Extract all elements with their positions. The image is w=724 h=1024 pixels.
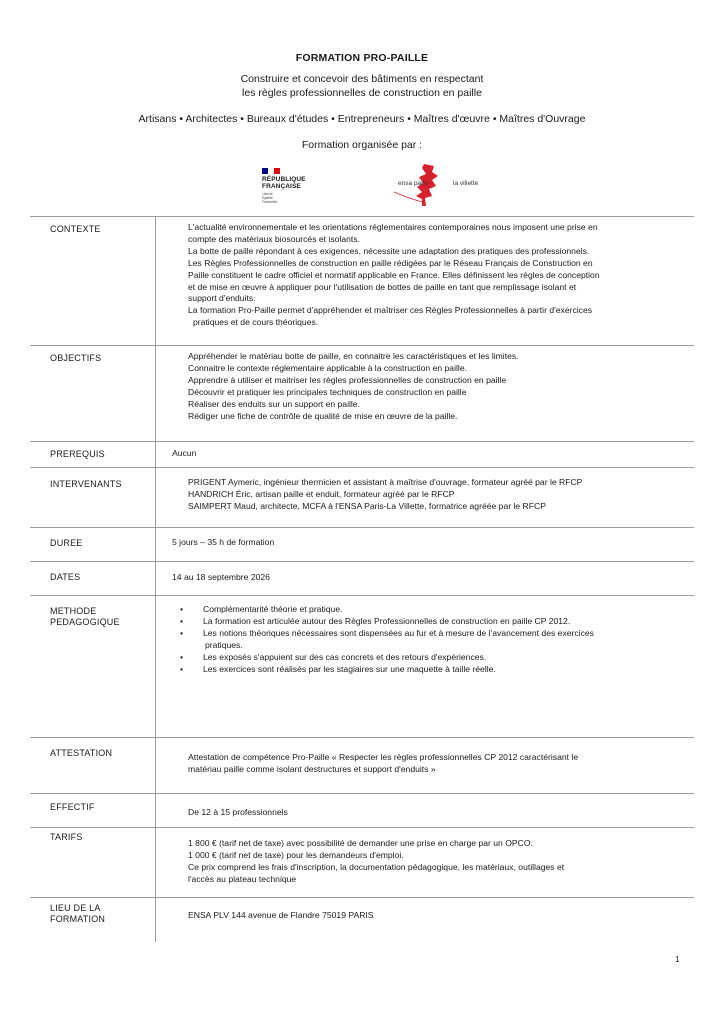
row-divider [30, 561, 694, 562]
row-divider [30, 737, 694, 738]
column-divider [155, 216, 156, 942]
row-divider [30, 216, 694, 217]
tarifs-text: 1 800 € (tarif net de taxe) avec possibilité de demander une prise en charge par un OPCO. 1 000 € (tarif net de taxe) pour les demandeurs d'emploi. Ce prix comprend les frais d'inscription, la documentation pédagogique, les matériaux, outillages et l'accès au plateau technique [188, 838, 565, 884]
republique-francaise-logo [262, 168, 322, 204]
list-item: • Les exercices sont réalisés par les stagiaires sur une maquette à taille réelle. [176, 664, 686, 676]
attestation-text: Attestation de compétence Pro-Paille « Respecter les règles professionnelles CP 2012 caractérisant le matériau paille comme isolant destructures et support d'enduits » [188, 752, 579, 774]
list-item: • La formation est articulée autour des Règles Professionnelles de construction en paille CP 2012. [176, 616, 686, 628]
row-divider [30, 345, 694, 346]
tricolor-flag-icon [262, 168, 280, 174]
intervenants-text: PRIGENT Aymeric, ingénieur thermicien et assistant à maîtrise d'ouvrage, formateur agréé par le RFCP HANDRICH Éric, artisan paille et enduit, formateur agréé par le RFCP SAIMPERT Maud, architecte, MCFA à l'ENSA Paris-La Villette, formatrice agréée par le RFCP [188, 477, 583, 511]
row-divider [30, 897, 694, 898]
document-subtitle [0, 72, 724, 100]
row-divider [30, 467, 694, 468]
list-item: • Complémentarité théorie et pratique. [176, 604, 686, 616]
row-divider [30, 595, 694, 596]
label-objectifs: OBJECTIFS [50, 353, 102, 363]
objectifs-text: Appréhender le matériau botte de paille, en connaitre les caractéristiques et les limites. Connaitre le contexte réglementaire applicable à la construction en paille. Apprendre à utiliser et maitriser les règles professionnelles de construction en paille Découvrir et pratiquer les principales techniques de construction en paille Réaliser des enduits sur un support en paille. Rédiger une fiche de contrôle de qualité de mise en œuvre de la paille. [188, 351, 519, 421]
label-contexte: CONTEXTE [50, 224, 101, 234]
effectif-value: De 12 à 15 professionnels [188, 807, 288, 817]
methode-bullets [176, 604, 686, 675]
organised-by: Formation organisée par : [301, 139, 423, 151]
prerequis-value: Aucun [172, 448, 197, 458]
villette-text: la villette [453, 180, 479, 187]
lieu-value: ENSA PLV 144 avenue de Flandre 75019 PARIS [188, 910, 374, 920]
page-number: 1 [675, 955, 680, 964]
dates-value: 14 au 18 septembre 2026 [172, 572, 270, 582]
row-divider [30, 441, 694, 442]
label-methode-pedagogique: METHODE PEDAGOGIQUE [50, 606, 120, 627]
ensa-paris-la-villette-logo [382, 162, 512, 208]
label-prerequis: PREREQUIS [50, 449, 105, 459]
rf-wordmark: RÉPUBLIQUE FRANÇAISE [262, 176, 306, 190]
label-duree: DUREE [50, 538, 83, 548]
document-title: FORMATION PRO-PAILLE [295, 52, 429, 64]
list-item: • Les notions théoriques nécessaires sont dispensées au fur et à mesure de l'avancement des exercices pratiques. [176, 628, 686, 652]
subtitle-line-1: Construire et concevoir des bâtiments en respectant [240, 73, 484, 85]
row-divider [30, 827, 694, 828]
label-attestation: ATTESTATION [50, 748, 113, 758]
audience-list: Artisans • Architectes • Bureaux d'études • Entrepreneurs • Maîtres d'œuvre • Maîtres d'Ouvrage [138, 113, 586, 125]
subtitle-line-2: les règles professionnelles de construction en paille [242, 87, 482, 99]
duree-value: 5 jours – 35 h de formation [172, 537, 275, 547]
rf-motto: Liberté Égalité Fraternité [262, 192, 277, 204]
label-dates: DATES [50, 572, 81, 582]
ensa-text: ensa paris [398, 180, 428, 187]
label-lieu-formation: LIEU DE LA FORMATION [50, 903, 106, 924]
row-divider [30, 527, 694, 528]
contexte-text: L'actualité environnementale et les orientations réglementaires contemporaines nous imposent une prise en compte des matériaux biosourcés et isolants. La botte de paille répondant à ces exigences, nécessite une adaptation des pratiques des professionnels. Les Règles Professionnelles de construction en paille rédigées par le Réseau Français de Construction en Paille constituent le cadre officiel et normatif applicable en France. Elles définissent les règles de conception et de mise en œuvre à appliquer pour l'utilisation de bottes de paille en tant que remplissage isolant et support d'enduits. La formation Pro-Paille permet d'appréhender et maîtriser ces Règles Professionnelles à partir d'exercices pratiques et de cours théoriques. [188, 222, 600, 328]
list-item: • Les exposés s'appuient sur des cas concrets et des retours d'expériences. [176, 652, 686, 664]
label-tarifs: TARIFS [50, 832, 83, 842]
row-divider [30, 793, 694, 794]
label-intervenants: INTERVENANTS [50, 479, 122, 489]
label-effectif: EFFECTIF [50, 802, 95, 812]
